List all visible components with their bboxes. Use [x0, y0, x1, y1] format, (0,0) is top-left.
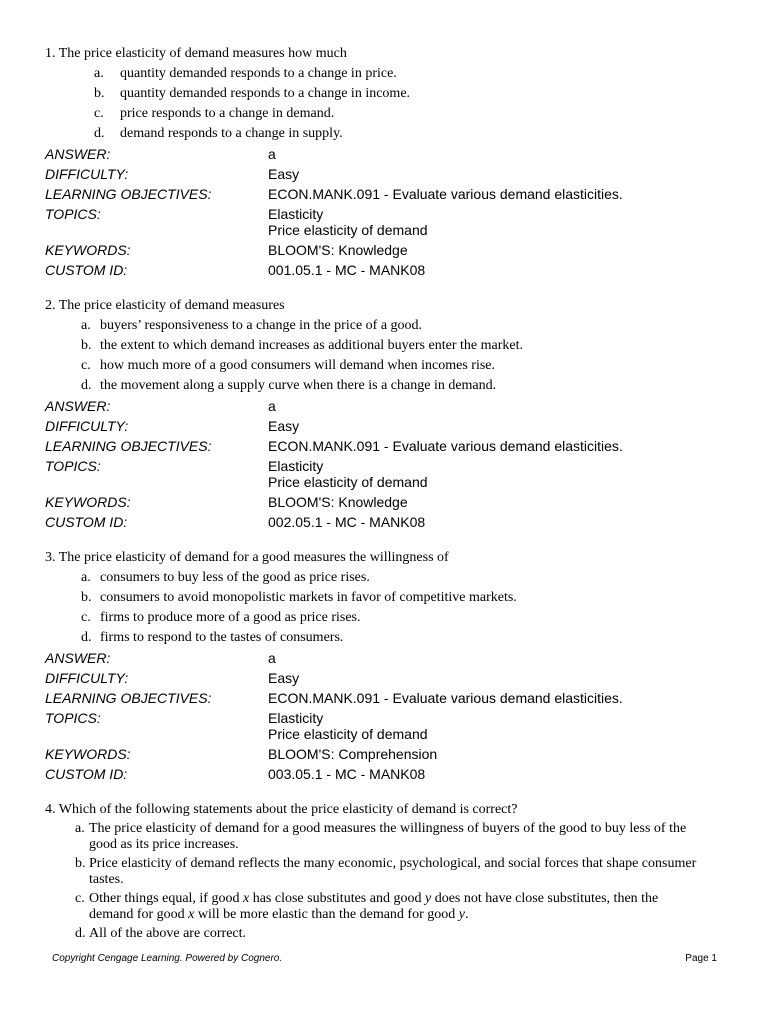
- topics-value: [268, 458, 428, 490]
- option-letter: b.: [75, 856, 86, 871]
- option-text: [89, 856, 735, 888]
- question-2: [45, 297, 735, 532]
- topics-row: [45, 456, 735, 492]
- option-c: [45, 891, 735, 923]
- custom-id-value: 002.05.1 - MC - MANK08: [268, 514, 426, 530]
- question-1: [45, 45, 735, 280]
- keywords-label: KEYWORDS:: [45, 242, 131, 258]
- topic-item: Elasticity: [268, 710, 324, 726]
- option-letter: a.: [81, 570, 91, 585]
- difficulty-value: Easy: [268, 418, 300, 434]
- keywords-value: BLOOM'S: Knowledge: [268, 242, 408, 258]
- learning-objectives-label: LEARNING OBJECTIVES:: [45, 186, 212, 202]
- option-b: [45, 336, 735, 356]
- question-3: [45, 549, 735, 784]
- option-letter: c.: [94, 106, 104, 121]
- answer-value: a: [268, 650, 276, 666]
- learning-objectives-row: [45, 688, 735, 708]
- difficulty-value: Easy: [268, 670, 300, 686]
- option-text: price responds to a change in demand.: [120, 106, 335, 121]
- option-text: the movement along a supply curve when there is a change in demand.: [100, 378, 497, 393]
- difficulty-label: DIFFICULTY:: [45, 670, 129, 686]
- option-line: good as its price increases.: [89, 837, 239, 852]
- keywords-value: BLOOM'S: Comprehension: [268, 746, 438, 762]
- answer-label: ANSWER:: [45, 146, 111, 162]
- option-text: quantity demanded responds to a change in price.: [120, 66, 397, 81]
- keywords-value: BLOOM'S: Knowledge: [268, 494, 408, 510]
- option-letter: c.: [75, 891, 85, 906]
- question-stem: 1. The price elasticity of demand measures how much: [45, 46, 347, 61]
- option-text: consumers to buy less of the good as price rises.: [100, 570, 370, 585]
- topic-item: Elasticity: [268, 206, 324, 222]
- option-b: [45, 856, 735, 888]
- learning-objectives-value: ECON.MANK.091 - Evaluate various demand elasticities.: [268, 690, 623, 706]
- answer-label: ANSWER:: [45, 398, 111, 414]
- difficulty-row: [45, 668, 735, 688]
- option-d: [45, 926, 735, 942]
- learning-objectives-label: LEARNING OBJECTIVES:: [45, 690, 212, 706]
- option-d: [45, 376, 735, 396]
- option-b: [45, 588, 735, 608]
- difficulty-value: Easy: [268, 166, 300, 182]
- option-d: [45, 124, 735, 144]
- question-stem: 3. The price elasticity of demand for a good measures the willingness of: [45, 550, 449, 565]
- question-4: [45, 801, 735, 945]
- option-a: [45, 316, 735, 336]
- answer-label: ANSWER:: [45, 650, 111, 666]
- option-text: [89, 926, 735, 942]
- topics-row: [45, 204, 735, 240]
- custom-id-label: CUSTOM ID:: [45, 766, 128, 782]
- keywords-row: [45, 492, 735, 512]
- learning-objectives-label: LEARNING OBJECTIVES:: [45, 438, 212, 454]
- option-a: [45, 568, 735, 588]
- option-text: the extent to which demand increases as additional buyers enter the market.: [100, 338, 523, 353]
- custom-id-value: 001.05.1 - MC - MANK08: [268, 262, 426, 278]
- option-letter: c.: [81, 358, 91, 373]
- custom-id-row: [45, 512, 735, 532]
- option-letter: b.: [81, 338, 92, 353]
- option-letter: d.: [75, 926, 86, 941]
- custom-id-label: CUSTOM ID:: [45, 514, 128, 530]
- option-letter: a.: [75, 821, 85, 836]
- keywords-row: [45, 744, 735, 764]
- option-line: All of the above are correct.: [89, 926, 247, 941]
- option-d: [45, 628, 735, 648]
- option-a: [45, 64, 735, 84]
- topics-row: [45, 708, 735, 744]
- custom-id-row: [45, 260, 735, 280]
- question-metadata: [45, 396, 735, 532]
- learning-objectives-value: ECON.MANK.091 - Evaluate various demand elasticities.: [268, 186, 623, 202]
- topics-label: TOPICS:: [45, 458, 101, 474]
- option-text: [89, 891, 735, 923]
- option-text: consumers to avoid monopolistic markets in favor of competitive markets.: [100, 590, 517, 605]
- option-line: demand for good x will be more elastic than the demand for good y.: [89, 907, 469, 922]
- option-c: [45, 104, 735, 124]
- answer-row: [45, 396, 735, 416]
- topic-item: Price elasticity of demand: [268, 474, 428, 490]
- question-stem: 2. The price elasticity of demand measures: [45, 298, 285, 313]
- option-letter: b.: [81, 590, 92, 605]
- question-metadata: [45, 648, 735, 784]
- option-text: quantity demanded responds to a change in income.: [120, 86, 411, 101]
- option-line: tastes.: [89, 872, 124, 887]
- keywords-label: KEYWORDS:: [45, 746, 131, 762]
- option-a: [45, 821, 735, 853]
- difficulty-row: [45, 416, 735, 436]
- option-c: [45, 608, 735, 628]
- option-c: [45, 356, 735, 376]
- topic-item: Price elasticity of demand: [268, 726, 428, 742]
- option-letter: c.: [81, 610, 91, 625]
- option-letter: d.: [81, 378, 92, 393]
- option-text: demand responds to a change in supply.: [120, 126, 343, 141]
- topics-label: TOPICS:: [45, 206, 101, 222]
- option-letter: a.: [81, 318, 91, 333]
- difficulty-row: [45, 164, 735, 184]
- custom-id-row: [45, 764, 735, 784]
- question-stem: 4. Which of the following statements about the price elasticity of demand is correct?: [45, 802, 518, 817]
- keywords-label: KEYWORDS:: [45, 494, 131, 510]
- learning-objectives-value: ECON.MANK.091 - Evaluate various demand elasticities.: [268, 438, 623, 454]
- option-text: firms to respond to the tastes of consumers.: [100, 630, 344, 645]
- difficulty-label: DIFFICULTY:: [45, 418, 129, 434]
- option-text: firms to produce more of a good as price rises.: [100, 610, 361, 625]
- copyright-notice: Copyright Cengage Learning. Powered by Cognero.: [52, 953, 283, 964]
- keywords-row: [45, 240, 735, 260]
- option-line: Price elasticity of demand reflects the many economic, psychological, and social forces that shape consumer: [89, 856, 697, 871]
- difficulty-label: DIFFICULTY:: [45, 166, 129, 182]
- option-text: buyers’ responsiveness to a change in the price of a good.: [100, 318, 423, 333]
- custom-id-value: 003.05.1 - MC - MANK08: [268, 766, 426, 782]
- topics-value: [268, 710, 428, 742]
- learning-objectives-row: [45, 184, 735, 204]
- answer-row: [45, 648, 735, 668]
- option-text: how much more of a good consumers will demand when incomes rise.: [100, 358, 496, 373]
- option-b: [45, 84, 735, 104]
- custom-id-label: CUSTOM ID:: [45, 262, 128, 278]
- topic-item: Elasticity: [268, 458, 324, 474]
- option-letter: d.: [81, 630, 92, 645]
- option-text: [89, 821, 735, 853]
- answer-row: [45, 144, 735, 164]
- topics-label: TOPICS:: [45, 710, 101, 726]
- option-line: Other things equal, if good x has close substitutes and good y does not have close substitutes, then the: [89, 891, 659, 906]
- page-number: Page 1: [685, 953, 717, 964]
- option-letter: a.: [94, 66, 104, 81]
- answer-value: a: [268, 146, 276, 162]
- topics-value: [268, 206, 428, 238]
- page-footer: [52, 953, 717, 967]
- option-line: The price elasticity of demand for a good measures the willingness of buyers of the good to buy less of the: [89, 821, 687, 836]
- topic-item: Price elasticity of demand: [268, 222, 428, 238]
- question-metadata: [45, 144, 735, 280]
- answer-value: a: [268, 398, 276, 414]
- learning-objectives-row: [45, 436, 735, 456]
- option-letter: d.: [94, 126, 105, 141]
- option-letter: b.: [94, 86, 105, 101]
